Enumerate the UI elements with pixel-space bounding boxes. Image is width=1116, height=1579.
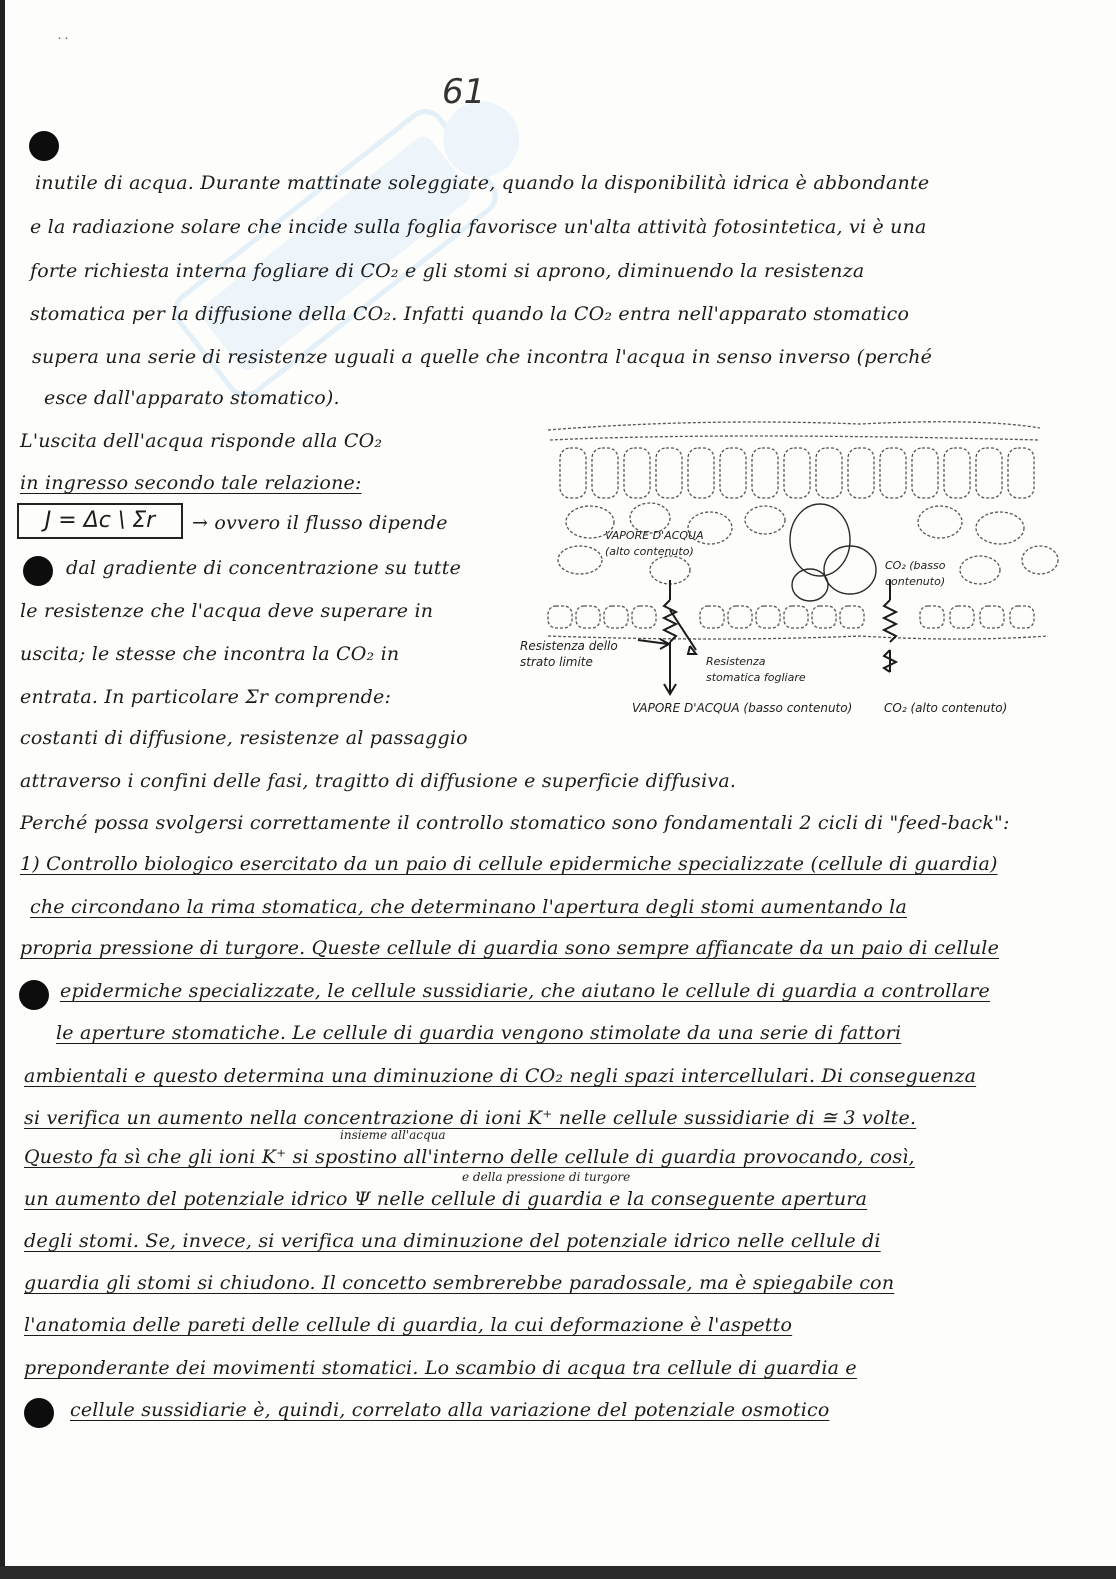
text-line: ambientali e questo determina una diminuzione di CO₂ negli spazi intercellulari. Di conseguenza (24, 1065, 977, 1087)
text-line: in ingresso secondo tale relazione: (20, 472, 362, 494)
text-line: si verifica un aumento nella concentrazione di ioni K⁺ nelle cellule sussidiarie di ≅ 3 volte. (24, 1107, 917, 1129)
label-boundary-resistance: Resistenza dello strato limite (520, 639, 618, 669)
text-line: inutile di acqua. Durante mattinate soleggiate, quando la disponibilità idrica è abbondante (35, 172, 930, 194)
text-line: epidermiche specializzate, le cellule sussidiarie, che aiutano le cellule di guardia a controllare (60, 980, 990, 1002)
label-vapor-low: VAPORE D'ACQUA (basso contenuto) (632, 701, 853, 715)
punch-hole (19, 980, 49, 1010)
text-line: esce dall'apparato stomatico). (44, 387, 340, 409)
text-line: supera una serie di resistenze uguali a quelle che incontra l'acqua in senso inverso (perché (32, 346, 933, 368)
text-line: dal gradiente di concentrazione su tutte (66, 557, 462, 579)
page-number: 61 (442, 72, 486, 112)
text-line: L'uscita dell'acqua risponde alla CO₂ (20, 430, 383, 452)
punch-hole (24, 1398, 54, 1428)
text-line: le aperture stomatiche. Le cellule di guardia vengono stimolate da una serie di fattori (56, 1022, 902, 1044)
label-co2-high: CO₂ (alto contenuto) (884, 701, 1008, 715)
scan-edge-bottom (0, 1566, 1116, 1579)
text-line: e la radiazione solare che incide sulla foglia favorisce un'alta attività fotosintetica, vi è una (30, 216, 927, 238)
text-line: attraverso i confini delle fasi, tragitto di diffusione e superficie diffusiva. (20, 770, 737, 792)
text-line: un aumento del potenziale idrico Ψ nelle cellule di guardia e la conseguente apertura (24, 1188, 868, 1210)
leaf-cross-section-diagram (520, 410, 1100, 740)
text-line: 1) Controllo biologico esercitato da un paio di cellule epidermiche specializzate (cellule di guardia) (20, 853, 998, 875)
text-line: le resistenze che l'acqua deve superare in (20, 600, 434, 622)
text-line: degli stomi. Se, invece, si verifica una diminuzione del potenziale idrico nelle cellule di (24, 1230, 881, 1252)
scan-edge-left (0, 0, 5, 1579)
leaf-sketch (520, 410, 1100, 740)
text-line: uscita; le stesse che incontra la CO₂ in (20, 643, 400, 665)
text-line: Questo fa sì che gli ioni K⁺ si spostino all'interno delle cellule di guardia provocando, così, (24, 1146, 915, 1168)
text-line: forte richiesta interna fogliare di CO₂ e gli stomi si aprono, diminuendo la resistenza (30, 260, 865, 282)
text-line: Perché possa svolgersi correttamente il controllo stomatico sono fondamentali 2 cicli di "feed-back": (20, 812, 1010, 834)
punch-hole (29, 131, 59, 161)
text-line: che circondano la rima stomatica, che determinano l'apertura degli stomi aumentando la (30, 896, 907, 918)
label-stomatal-resistance: Resistenza stomatica fogliare (706, 655, 806, 684)
text-line: guardia gli stomi si chiudono. Il concetto sembrerebbe paradossale, ma è spiegabile con (24, 1272, 895, 1294)
label-vapor-high: VAPORE D'ACQUA (alto contenuto) (605, 529, 704, 558)
label-co2-low: CO₂ (basso contenuto) (885, 559, 946, 588)
text-line: entrata. In particolare Σr comprende: (20, 686, 392, 708)
annotation-insert: insieme all'acqua (340, 1128, 446, 1142)
punch-hole (23, 556, 53, 586)
text-line: preponderante dei movimenti stomatici. Lo scambio di acqua tra cellule di guardia e (24, 1357, 857, 1379)
text-line: l'anatomia delle pareti delle cellule di guardia, la cui deformazione è l'aspetto (24, 1314, 793, 1336)
text-line: costanti di diffusione, resistenze al passaggio (20, 727, 468, 749)
text-line: → ovvero il flusso dipende (192, 512, 448, 534)
text-line: propria pressione di turgore. Queste cellule di guardia sono sempre affiancate da un paio di cellule (20, 937, 1000, 959)
formula-box: J = Δc \ Σr (17, 503, 183, 539)
scan-mark: ˙˙ (56, 36, 70, 52)
text-line: stomatica per la diffusione della CO₂. Infatti quando la CO₂ entra nell'apparato stomatico (30, 303, 910, 325)
annotation-insert: e della pressione di turgore (462, 1170, 631, 1184)
text-line: cellule sussidiarie è, quindi, correlato alla variazione del potenziale osmotico (70, 1399, 830, 1421)
